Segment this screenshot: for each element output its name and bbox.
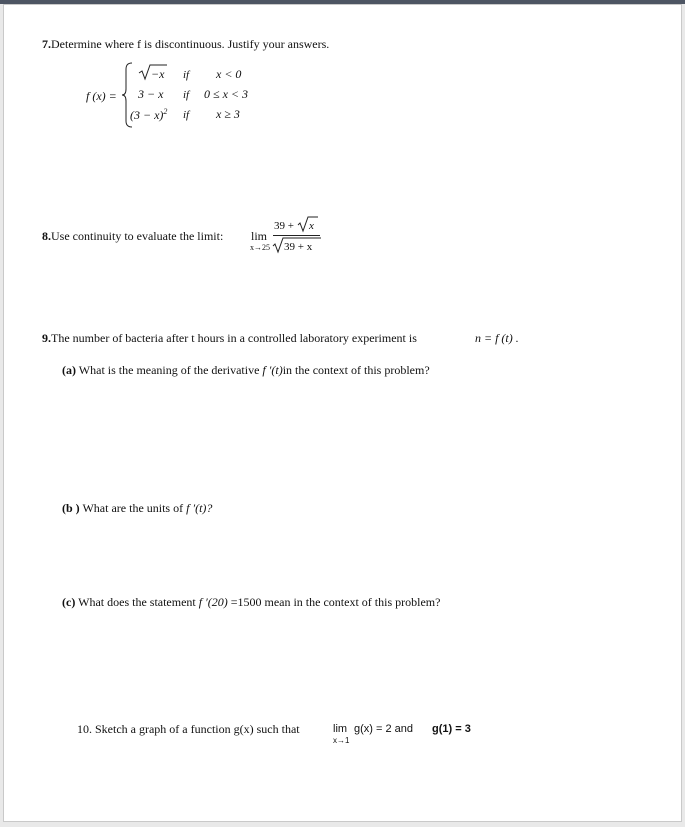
limit-symbol-q8: lim — [251, 229, 268, 243]
question-9a-text-2: in the context of this problem? — [282, 363, 430, 377]
fraction-numerator-constant: 39 + — [274, 220, 294, 232]
question-7-number: 7. — [42, 37, 51, 51]
question-9b-text: What are the units of — [82, 501, 184, 515]
piece-2-if: if — [183, 89, 190, 101]
piece-1-expression: −x — [151, 67, 165, 81]
question-9c-text-1: What does the statement — [78, 595, 196, 609]
question-9-number: 9. — [42, 331, 51, 345]
question-9b-derivative: f ′(t)? — [186, 501, 213, 515]
question-9a-derivative: f ′(t) — [262, 363, 283, 377]
question-8-number: 8. — [42, 229, 51, 243]
limit-subscript-q10: x→1 — [333, 736, 350, 745]
limit-subscript-q8: x→25 — [250, 243, 270, 252]
piecewise-function-label: f (x) = — [86, 89, 117, 103]
question-9b — [62, 501, 212, 515]
question-9c-text-2: =1500 mean in the context of this problem? — [230, 595, 441, 609]
question-9b-label: (b ) — [62, 501, 80, 515]
question-10-number: 10. — [77, 722, 92, 736]
piece-2-expression: 3 − x — [138, 87, 164, 101]
piece-1-if: if — [183, 69, 190, 81]
piece-3-condition: x ≥ 3 — [216, 107, 240, 121]
piece-2-condition: 0 ≤ x < 3 — [204, 87, 249, 101]
limit-symbol-q10: lim — [333, 723, 348, 735]
question-9a-text-1: What is the meaning of the derivative — [78, 363, 260, 377]
piece-3-if: if — [183, 109, 190, 121]
question-7-heading — [42, 37, 329, 51]
question-9-prompt: The number of bacteria after t hours in a controlled laboratory experiment is — [51, 331, 417, 345]
question-10-condition: g(1) = 3 — [432, 723, 471, 735]
sqrt-symbol-numerator — [297, 215, 319, 233]
question-9-heading — [42, 331, 417, 345]
piece-3-exponent: 2 — [163, 107, 168, 116]
question-10-prompt: Sketch a graph of a function g(x) such that — [95, 722, 300, 736]
fraction-numerator-root: x — [309, 220, 314, 232]
fraction-denominator-root: 39 + x — [284, 241, 313, 253]
piece-3-base: (3 − x) — [130, 108, 164, 122]
question-10-expression: g(x) = 2 and — [354, 723, 414, 735]
piece-1-condition: x < 0 — [216, 67, 242, 81]
question-9-formula: n = f (t) . — [475, 331, 519, 345]
question-9a-label: (a) — [62, 363, 76, 377]
question-9c-derivative: f ′(20) — [198, 595, 228, 609]
question-7-prompt: Determine where f is discontinuous. Justify your answers. — [51, 37, 330, 51]
question-9a — [62, 363, 430, 377]
document-page — [3, 4, 682, 822]
question-8-heading — [42, 229, 223, 243]
question-9c-label: (c) — [62, 595, 76, 609]
question-9c — [62, 595, 440, 609]
question-8-prompt: Use continuity to evaluate the limit: — [51, 229, 224, 243]
question-10-heading — [77, 722, 300, 736]
piece-3-expression — [130, 107, 167, 122]
